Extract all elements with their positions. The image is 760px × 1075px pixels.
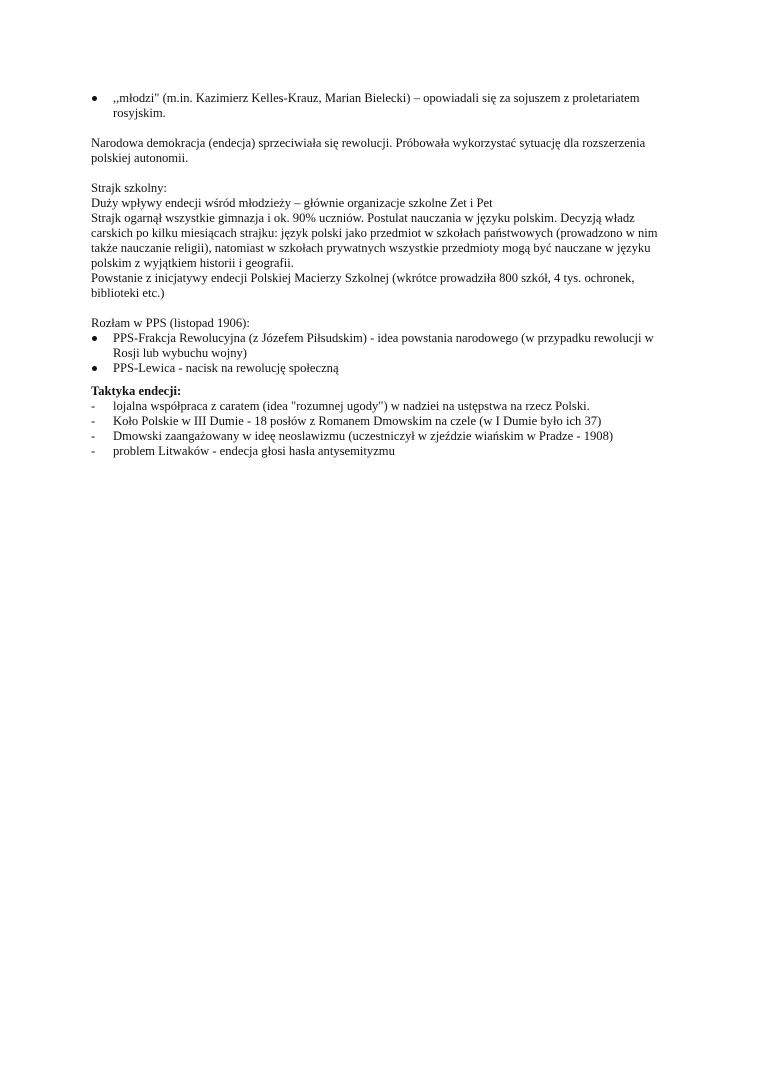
list-item-text: problem Litwaków - endecja głosi hasła antysemityzmu [113, 444, 395, 458]
list-item [91, 414, 671, 429]
endecja-paragraph: Narodowa demokracja (endecja) sprzeciwiała się rewolucji. Próbowała wykorzystać sytuację dla rozszerzenia polskiej autonomii. [91, 136, 646, 165]
list-item [91, 331, 671, 361]
bullet-icon [92, 96, 97, 101]
dash-icon: - [91, 399, 96, 413]
list-item [91, 399, 671, 414]
dash-icon: - [91, 414, 96, 428]
strike-line-3: Powstanie z inicjatywy endecji Polskiej Macierzy Szkolnej (wkrótce prowadziła 800 szkół, 4 tys. ochronek, biblioteki etc.) [91, 271, 635, 300]
document-page [91, 91, 671, 459]
list-item [91, 444, 671, 459]
dash-icon: - [91, 429, 96, 443]
strike-line-2: Strajk ogarnął wszystkie gimnazja i ok. 90% uczniów. Postulat nauczania w języku polskim. Decyzją władz carskich po kilku miesiącach strajku: język polski jako przedmiot w szkołach państwowych (prowadzono w nim także nauczanie religii), natomiast w szkołach prywatnych wszystkie przedmioty mogą być nauczane w języku polskim z wyjątkiem historii i geografii. [91, 211, 658, 270]
tactics-heading: Taktyka endecji: [91, 384, 182, 398]
dash-icon: - [91, 444, 96, 458]
list-item [91, 91, 671, 121]
list-item [91, 429, 671, 444]
strike-heading: Strajk szkolny: [91, 181, 167, 195]
list-item-text: Koło Polskie w III Dumie - 18 posłów z Romanem Dmowskim na czele (w I Dumie było ich 37) [113, 414, 602, 428]
list-item-text: ,,młodzi" (m.in. Kazimierz Kelles-Krauz, Marian Bielecki) – opowiadali się za sojuszem z proletariatem rosyjskim. [113, 91, 640, 120]
list-item-text: PPS-Frakcja Rewolucyjna (z Józefem Piłsudskim) - idea powstania narodowego (w przypadku rewolucji w Rosji lub wybuchu wojny) [113, 331, 654, 360]
list-item-text: lojalna współpraca z caratem (idea "rozumnej ugody") w nadziei na ustępstwa na rzecz Polski. [113, 399, 590, 413]
split-heading: Rozłam w PPS (listopad 1906): [91, 316, 250, 330]
list-item-text: PPS-Lewica - nacisk na rewolucję społeczną [113, 361, 339, 375]
bullet-icon [92, 366, 97, 371]
strike-line-1: Duży wpływy endecji wśród młodzieży – głównie organizacje szkolne Zet i Pet [91, 196, 493, 210]
list-item [91, 361, 671, 376]
bullet-icon [92, 336, 97, 341]
list-item-text: Dmowski zaangażowany w ideę neoslawizmu (uczestniczył w zjeździe wiańskim w Pradze - 1908) [113, 429, 614, 443]
